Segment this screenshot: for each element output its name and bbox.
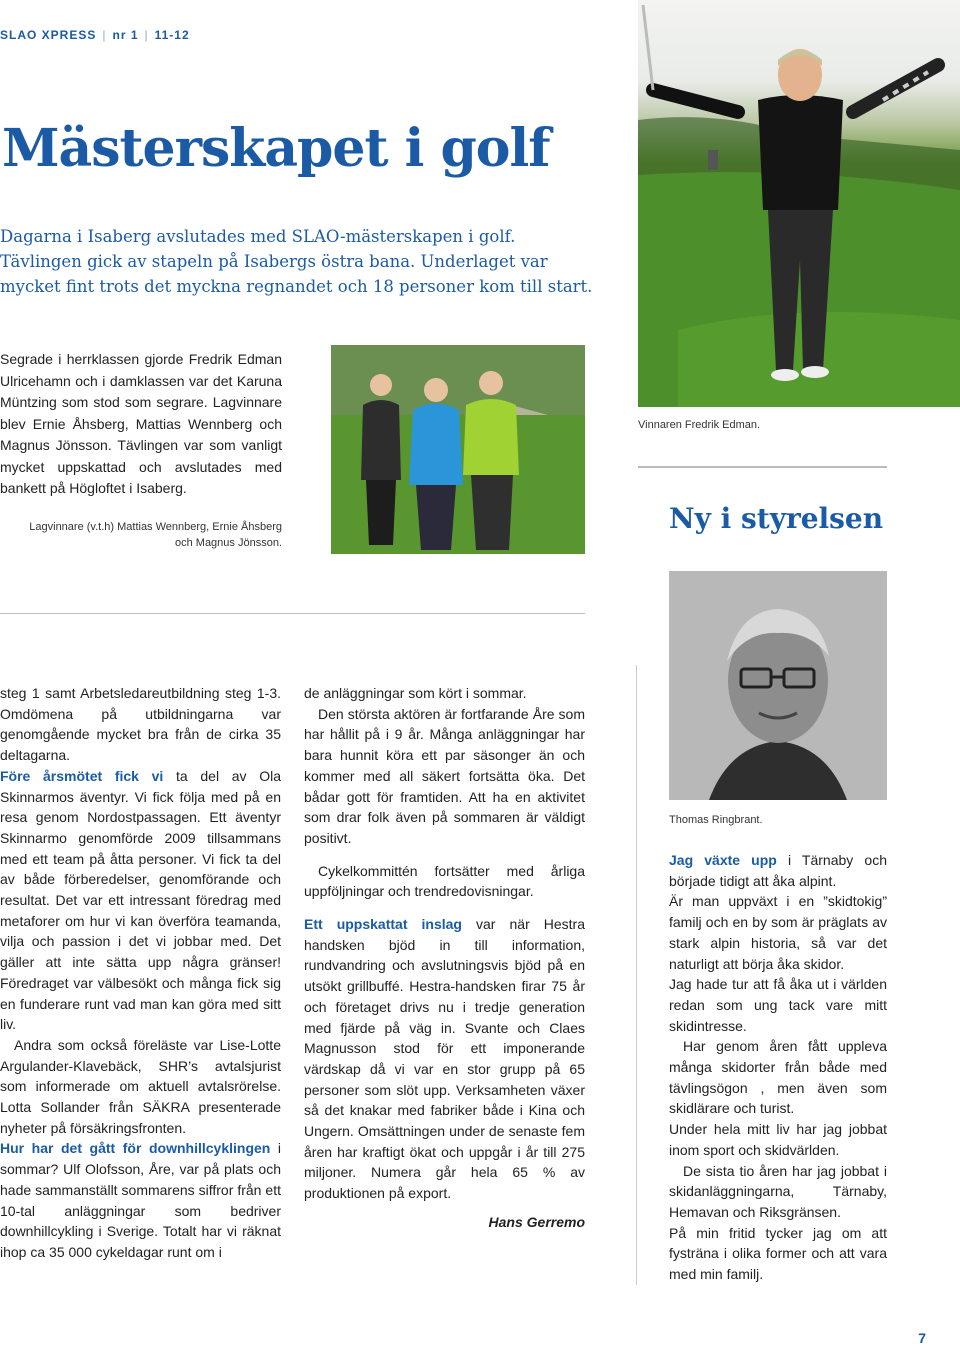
board-photo-caption: Thomas Ringbrant.	[669, 814, 763, 826]
issue-number: nr 1	[112, 28, 139, 42]
sidebar-paragraph-3: Jag hade tur att få åka ut i världen redan som ung tack vare mitt skidintresse.	[669, 976, 887, 1034]
team-illustration	[331, 345, 585, 554]
sidebar-paragraph-6: De sista tio åren har jag jobbat i skidanläggningarna, Tärnaby, Hemavan och Riksgränsen.	[669, 1162, 887, 1220]
col1-paragraph-3: Andra som också föreläste var Lise-Lotte Argulander-Klavebäck, SHR’s avtalsjurist som informerade om aktuell avtalsrörelse. Lotta Sollander från SÄKRA presenterade nyheter på försäkringsfronten.	[0, 1036, 281, 1136]
sidebar-paragraph-5: Under hela mitt liv har jag jobbat inom sport och skidvärlden.	[669, 1121, 887, 1158]
col2-paragraph-1: de anläggningar som kört i sommar.	[304, 685, 527, 701]
portrait-illustration	[669, 571, 887, 800]
winner-photo	[638, 0, 960, 407]
team-caption-line-2: och Magnus Jönsson.	[174, 537, 282, 549]
body-column-2	[304, 683, 585, 1233]
team-photo-caption	[0, 519, 282, 551]
col2-paragraph-4-text: var när Hestra handsken bjöd in till information, rundvandring och avslutningsvis bjöd på en utsökt grillbuffé. Hestra-handsken firar 75 år och företaget drivs nu i tredje generation med fjärde på väg in. Svante och Claes Magnusson stod för ett imponerande värdskap då vi var en stor grupp på 65 personer som slöt upp. Verksamheten växer så det knakar med fabriker både i Kina och Ungern. Omsättningen under de senaste fem åren har kraftigt ökat och uppgår i år till 275 miljoner. Numera går hela 65 % av produktionen på export.	[304, 916, 586, 1202]
col2-paragraph-4	[304, 914, 585, 1204]
sidebar-paragraph-1-text: i Tärnaby och började tidigt att åka alpint.	[669, 852, 887, 889]
intro-paragraph: Segrade i herrklassen gjorde Fredrik Edman Ulricehamn och i damklassen var det Karuna Müntzing som stod som segrare. Lagvinnare blev Ernie Åhsberg, Mattias Wennberg och Magnus Jönsson. Tävlingen var som vanligt mycket uppskattad och avslutades med bankett på Högloftet i Isaberg.	[0, 351, 282, 496]
issue-date: 11-12	[154, 28, 190, 42]
board-member-photo	[669, 571, 887, 800]
col1-paragraph-4-text: i sommar? Ulf Olofsson, Åre, var på plats och hade sammanställt sommarens siffror från ett 10-tal anläggningar som bedriver downhillcykling i Sverige. Totalt har vi räknat ihop ca 35 000 cykeldagar runt om i	[0, 1140, 282, 1260]
header-separator: |	[144, 28, 149, 42]
article-intro	[0, 349, 282, 500]
col2-paragraph-2: Den största aktören är fortfarande Åre som har hållit på i 9 år. Många anläggningar har bara hunnit köra ett par säsonger än och kommer med all säkert fortsätta öka. Det bådar gott för framtiden. Att ha en aktivitet som drar folk även på sommaren är väldigt positivt.	[304, 705, 585, 846]
sidebar-heading: Ny i styrelsen	[669, 502, 884, 535]
sidebar-column	[669, 850, 887, 1285]
body-column-1	[0, 683, 281, 1263]
col1-paragraph-4	[0, 1138, 281, 1262]
sidebar-paragraph-1	[669, 850, 887, 891]
page-number: 7	[918, 1330, 926, 1346]
article-title: Mästerskapet i golf	[2, 118, 550, 179]
publication-name: SLAO XPRESS	[0, 28, 97, 42]
sidebar-divider	[638, 466, 887, 468]
running-header	[0, 28, 190, 42]
author-signature: Hans Gerremo	[488, 1213, 585, 1230]
col1-paragraph-2	[0, 766, 281, 1035]
section-divider	[0, 613, 585, 614]
team-caption-line-1: Lagvinnare (v.t.h) Mattias Wennberg, Ernie Åhsberg	[29, 521, 282, 533]
sidebar-paragraph-2: Är man uppväxt i en ”skidtokig” familj och en by som är präglats av stark alpin historia, så var det naturligt att börja åka skidor.	[669, 893, 887, 972]
sidebar-paragraph-4: Har genom åren fått uppleva många skidorter från både med tävlingsögon , men även som skidlärare och turist.	[669, 1038, 887, 1117]
header-separator: |	[102, 28, 107, 42]
team-photo	[331, 345, 585, 554]
col1-lead-in-2: Före årsmötet fick vi	[0, 767, 164, 784]
col2-paragraph-3: Cykelkommittén fortsätter med årliga uppföljningar och trendredovisningar.	[304, 862, 585, 900]
lead-paragraph: Dagarna i Isaberg avslutades med SLAO-mästerskapen i golf. Tävlingen gick av stapeln på Isabergs östra bana. Underlaget var mycket fint trots det myckna regnandet och 18 personer kom till start.	[0, 227, 593, 296]
winner-illustration	[638, 0, 960, 407]
col2-lead-in-4: Ett uppskattat inslag	[304, 916, 462, 933]
sidebar-lead-in: Jag växte upp	[669, 852, 777, 868]
col1-lead-in-4: Hur har det gått för downhillcyklingen	[0, 1140, 271, 1157]
article-lead	[0, 224, 600, 299]
column-rule	[636, 665, 637, 1285]
winner-photo-caption: Vinnaren Fredrik Edman.	[638, 419, 761, 431]
sidebar-paragraph-7: På min fritid tycker jag om att fysträna i olika former och att vara med min familj.	[669, 1224, 887, 1283]
col1-paragraph-1: steg 1 samt Arbetsledareutbildning steg 1-3. Omdömena på utbildningarna var genomgående mycket bra från de cirka 35 deltagarna.	[0, 685, 281, 764]
col1-paragraph-2-text: ta del av Ola Skinnarmos äventyr. Vi fick följa med på en resa genom Nordostpassagen. Ett äventyr Skinnarmo genomförde 2009 tillsammans med ett team på åtta personer. Vi fick ta del av både förberedelser, genomförande och resultat. Det var ett intressant föredrag med metaforer om hur vi kan överföra teamanda, vilja och passion i det vi jobbar med. Det gäller att inte sätta upp några gränser! Föredraget var välbesökt och många fick sig en funderare runt vad man kan göra med sitt liv.	[0, 767, 281, 1033]
